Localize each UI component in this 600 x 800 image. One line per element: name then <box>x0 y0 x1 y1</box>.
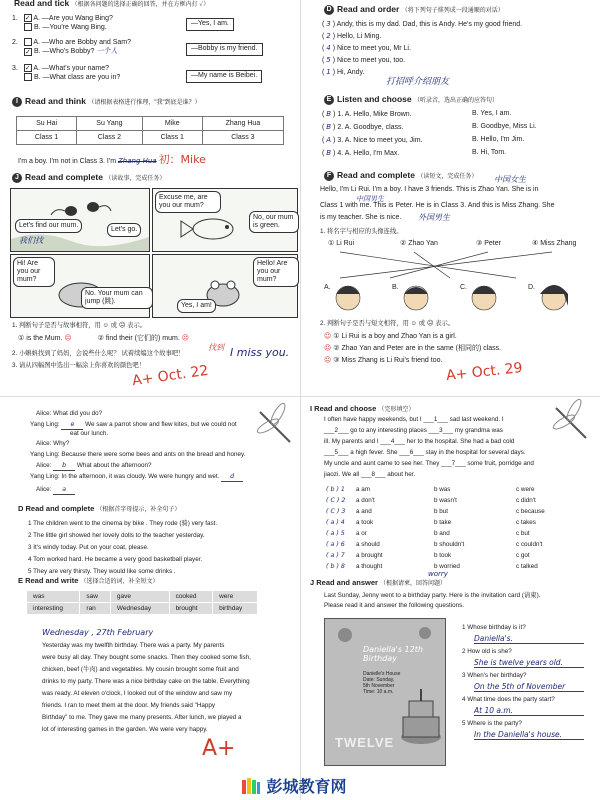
option-a: A. —Are you Wang Bing? <box>33 14 113 22</box>
checkbox[interactable] <box>24 23 32 31</box>
response-box: —My name is Beibei. <box>186 70 262 83</box>
item-number: 2. <box>12 38 18 46</box>
card-line: Time: 10 a.m. <box>363 689 394 695</box>
section-instruction: （根据首字母提示，补全句子） <box>96 507 181 513</box>
section-instruction: （根据请柬，回答问题） <box>380 581 447 587</box>
statement-a: is the Mum. <box>26 335 63 342</box>
tick-item-1 <box>12 14 113 33</box>
section-title: Read and complete <box>337 170 415 180</box>
section-title: I Read and choose <box>310 404 377 413</box>
passage-line: drinks to my party. There was a nice birthday cake on the table. Everything <box>42 678 250 685</box>
order-item: ( 2 ) Hello, Li Ming. <box>322 32 382 40</box>
sentence-item: 4 Tom worked hard. He became a very good basketball player. <box>28 556 203 563</box>
picture-label: D. <box>528 284 535 291</box>
answer-line[interactable]: At 10 a.m. <box>474 706 584 716</box>
section-instruction: （选择合适的词，补全短文） <box>80 579 159 585</box>
question: 4 What time does the party start? <box>462 696 555 703</box>
section-title: Read and complete <box>25 172 103 182</box>
invitation-card <box>324 618 446 766</box>
intro-line: Please read it and answer the following questions. <box>324 602 465 609</box>
option-row: ( C ) 3 a and b but c because <box>326 508 545 515</box>
passage-line: ill. My parents and I ___4___ her to the hospital. She had a bad cold <box>324 438 515 445</box>
passage-line: Class 1 with me. This is Peter. He is in Class 3. And this is Miss Zhang. She <box>320 202 555 209</box>
dragonfly-icon <box>250 402 300 452</box>
table-row <box>17 131 284 145</box>
speech-bubble: Yes, I am! <box>177 299 216 313</box>
passage-line: jiaozi. We all ___8___ about her. <box>324 471 416 478</box>
handwritten-note: 打招呼介绍朋友 <box>386 77 450 87</box>
order-item: ( 4 ) Nice to meet you, Mr Li. <box>322 44 411 52</box>
response-box: —Bobby is my friend. <box>186 43 263 56</box>
handwritten-note: worry <box>428 570 448 578</box>
answer-blank[interactable]: b <box>53 462 75 471</box>
passage-line: ___5___ a high fever. She ___6___ stay in the hospital for several days. <box>324 449 526 456</box>
story-panel-3 <box>10 254 150 318</box>
passage-line: Hello, I'm Li Rui. I'm a boy. I have 3 friends. This is Zhao Yan. She is in <box>320 186 539 193</box>
footer-brand <box>240 774 346 796</box>
section-badge: I <box>12 97 22 107</box>
handwritten-note: 外国男生 <box>418 213 450 222</box>
section-passage <box>306 164 596 390</box>
answer-blank[interactable]: e <box>61 421 83 430</box>
option-row: ( a ) 7 a brought b took c got <box>326 552 530 559</box>
question-2: 2. 判断句子是否与短文相符，用 ☺ 或 ☹ 表示。 <box>320 320 455 327</box>
table-cell: Mike <box>142 117 202 131</box>
word-bank-item: was <box>27 591 80 603</box>
section-read-and-think <box>8 96 296 168</box>
dialogue-text: eat our lunch. <box>70 430 109 437</box>
passage-line: lot of interesting games in the garden. We were very happy. <box>42 726 208 733</box>
passage-line: My uncle and aunt came to see her. They ___7___ some fruit, porridge and <box>324 460 534 467</box>
section-badge: J <box>12 173 22 183</box>
book-logo-icon <box>240 776 262 796</box>
passage-line: was ready. At eleven o'clock, I looked out of the window and saw my <box>42 690 233 697</box>
smile-mark: ☺ <box>324 332 332 340</box>
story-panel-2 <box>152 188 298 252</box>
page-divider <box>300 0 301 800</box>
speech-bubble: No. Your mum can jump (跳). <box>81 287 153 309</box>
intro-line: Last Sunday, Jenny went to a birthday party. Here is the invitation card (请柬). <box>324 592 541 599</box>
think-sentence: I'm a boy. I'm not in Class 3. I'm <box>18 158 117 165</box>
dialogue-text: Why? <box>53 440 70 447</box>
tick-item-3 <box>12 64 120 83</box>
answer-line[interactable]: On the 5th of November <box>474 682 584 692</box>
class-table <box>16 116 284 145</box>
section-instruction: （将下列句子排列成一段通顺的对话） <box>401 8 504 14</box>
passage-line: friends. I ran to meet them at the door. My friends said "Happy <box>42 702 216 709</box>
card-line: Danielle's House <box>363 671 401 677</box>
option-b: B. —What class are you in? <box>33 74 121 82</box>
table-cell: Class 3 <box>202 131 283 145</box>
grade-date: A+ Oct. 22 <box>131 362 210 390</box>
item-number: 3. <box>12 64 18 72</box>
section-story: J Read and complete （读故事，完成任务） Let's find our mum. Let's go. 我们找 Excuse me, are you our mum? No, our mum is green. Hi! Are you our mum? No. Your mum can jump (跳). Hello! Are you our mum? Yes, I am! 1. 判断句子是否与故事相符，用 ☺ 或 ☹ 表示。 ① is the Mum. ☹ ② find their (它们的) mum. ☹ 找到 2. 小蝌蚪找到了妈妈，会说些什么呢？ 试着续编这个故事吧！ I miss you. 3. 请从四幅图中选出一幅涂上你喜欢的颜色吧！ A+ Oct. 22 <box>8 172 298 392</box>
word-bank-item: brought <box>169 603 213 615</box>
section-badge: E <box>324 95 334 105</box>
option-row: ( a ) 4 a took b take c takes <box>326 519 536 526</box>
dialogue-text: What did you do? <box>53 410 103 417</box>
answer-blank[interactable]: a <box>53 486 75 495</box>
picture-label: A. <box>324 284 331 291</box>
checkbox[interactable] <box>24 38 32 46</box>
section-instruction: （根据各问题的选择正确的回答，并在方框内打 ✓） <box>71 2 210 8</box>
answer-line[interactable]: She is twelve years old. <box>474 658 584 668</box>
card-title: Daniella's 12th Birthday <box>363 645 423 663</box>
section-dialogue: Alice: What did you do? Yang Ling: e We saw a parrot show and flew kites, but we could not eat our lunch. Alice: Why? Yang Ling: Because there were some bees and ants on the bread and honey. Alice: b What about the afternoon? Yang Ling: In the afternoon, it was cloudy. We were hungry and wet. d Alice: a <box>30 408 296 502</box>
picture-label: C. <box>460 284 467 291</box>
passage-line: is my teacher. She is nice. <box>320 214 402 221</box>
teacher-correction: 初：Mike <box>158 153 206 166</box>
passage-line: Yesterday was my twelfth birthday. There was a party. My parents <box>42 642 225 649</box>
speech-bubble: No, our mum is green. <box>249 211 299 233</box>
word-bank-item: Wednesday <box>110 603 169 615</box>
word-bank-item: cooked <box>169 591 213 603</box>
handwritten-note: 中国女生 <box>494 175 526 184</box>
section-instruction: （请根据表格进行推理，"我"到底是谁？） <box>88 100 201 106</box>
section-title: E Read and write <box>18 576 79 585</box>
name-label: ③ Peter <box>476 240 501 247</box>
brand-name: 彭城教育网 <box>266 777 347 796</box>
table-cell: Su Hai <box>17 117 77 131</box>
word-bank-item: saw <box>80 591 111 603</box>
passage-line: chicken, beef (牛肉) and vegetables. My cousin brought some fruit and <box>42 666 239 673</box>
choice-item: ( B ) 4. A. Hello, I'm Max. B. Hi, Tom. <box>322 149 507 157</box>
option-row: ( b ) 8 a thought b worried c talked <box>326 563 538 570</box>
table-row <box>17 117 284 131</box>
question-3: 3. 请从四幅图中选出一幅涂上你喜欢的颜色吧！ <box>12 362 145 369</box>
passage-line: I often have happy weekends, but I ___1___ sad last weekend. I <box>324 416 504 423</box>
dialogue-text: What about the afternoon? <box>76 462 152 469</box>
option-b: B. —You're Wang Bing. <box>33 24 107 32</box>
choice-item: ( A ) 3. A. Nice to meet you, Jim. B. Hello, I'm Jim. <box>322 136 525 144</box>
section-instruction: （完形填空） <box>378 407 415 413</box>
section-title: D Read and complete <box>18 504 95 513</box>
sentence-item: 1 The children went to the cinema by bike . They rode (骑) very fast. <box>28 520 218 527</box>
option-b: B. —Who's Bobby? <box>33 48 95 56</box>
question-2: 2. 小蝌蚪找到了妈妈，会说些什么呢？ 试着续编这个故事吧！ <box>12 350 185 357</box>
speech-bubble: Hello! Are you our mum? <box>253 257 299 287</box>
response-box: —Yes, I am. <box>186 18 234 31</box>
question: 5 Where is the party? <box>462 720 522 727</box>
judge-item: ☹ ② Zhao Yan and Peter are in the same (相同的) class. <box>324 344 502 352</box>
word-bank <box>26 590 258 615</box>
dragonfly-icon <box>546 398 596 448</box>
section-read-and-answer <box>310 578 596 768</box>
order-item: ( 5 ) Nice to meet you, too. <box>322 56 406 64</box>
passage-line: ___2___ go to any interesting places ___3___ my grandma was <box>324 427 503 434</box>
dialogue-text: We saw a parrot show and flew kites, but we could not <box>85 421 237 428</box>
speech-bubble: Hi! Are you our mum? <box>13 257 55 287</box>
table-cell: Class 2 <box>77 131 143 145</box>
word-bank-item: ran <box>80 603 111 615</box>
order-item: ( 3 ) Andy, this is my dad. Dad, this is Andy. He's my good friend. <box>322 20 523 28</box>
checkbox[interactable]: ✓ <box>25 48 31 56</box>
grade-mark: A+ <box>202 736 236 761</box>
choice-item: ( B ) 1. A. Hello, Mike Brown. B. Yes, I am. <box>322 110 512 118</box>
card-line: Date: Sunday, <box>363 677 395 683</box>
word-bank-item: interesting <box>27 603 80 615</box>
matching-lines <box>320 248 590 318</box>
handwritten-answer: Zhang Hua <box>117 157 157 165</box>
table-cell: Class 1 <box>17 131 77 145</box>
section-title: Read and tick <box>14 0 70 8</box>
handwritten-note: 中国男生 <box>356 195 384 203</box>
name-label: ① Li Rui <box>328 240 355 247</box>
section-cloze <box>310 404 596 578</box>
card-line: 5th November <box>363 683 395 689</box>
speech-bubble: Excuse me, are you our mum? <box>155 191 221 213</box>
speech-bubble: Let's find our mum. <box>15 219 82 233</box>
option-row: ( a ) 5 a or b and c but <box>326 530 530 537</box>
passage-line: Birthday" to me. They gave me many presents. After lunch, we played a <box>42 714 242 721</box>
question: 2 How old is she? <box>462 648 512 655</box>
diary-date: Wednesday , 27th February <box>42 628 154 637</box>
section-listen-and-choose <box>306 92 596 162</box>
name-label: ④ Miss Zhang <box>532 240 577 247</box>
option-a: A. —What's your name? <box>33 64 110 72</box>
word-bank-item: were <box>213 591 258 603</box>
section-instruction: （读短文，完成任务） <box>417 174 478 180</box>
card-big-text: TWELVE <box>335 735 395 750</box>
section-badge: F <box>324 171 334 181</box>
frown-mark: ☹ <box>324 344 332 352</box>
choice-item: ( B ) 2. A. Goodbye, class. B. Goodbye, Miss Li. <box>322 123 537 131</box>
handwritten-note: 我们找 <box>19 236 43 245</box>
handwritten-answer: I miss you. <box>230 346 290 359</box>
answer-blank[interactable]: d <box>221 473 243 482</box>
word-bank-item: gave <box>110 591 169 603</box>
page-divider <box>0 396 600 397</box>
checkbox[interactable]: ✓ <box>24 15 31 22</box>
speech-bubble: Let's go. <box>107 223 141 237</box>
table-cell: Zhang Hua <box>202 117 283 131</box>
section-title: Listen and choose <box>337 94 412 104</box>
option-a: A. —Who are Bobby and Sam? <box>33 38 132 46</box>
option-row: ( b ) 1 a am b was c were <box>326 486 535 493</box>
dialogue-text: Because there were some bees and ants on the bread and honey. <box>61 451 246 458</box>
checkbox[interactable] <box>24 73 32 81</box>
tick-item-2 <box>12 38 131 57</box>
section-title: Read and think <box>25 96 86 106</box>
judge-item: ☹ ③ Miss Zhang is Li Rui's friend too. <box>324 356 443 364</box>
story-panel-4 <box>152 254 298 318</box>
option-row: ( C ) 2 a don't b wasn't c didn't <box>326 497 536 504</box>
handwritten-note: 一个人 <box>96 47 118 56</box>
section-title: J Read and answer <box>310 578 378 587</box>
sentence-item: 3 It's windy today. Put on your coat, please. <box>28 544 149 551</box>
judge-item: ☺ ① Li Rui is a boy and Zhao Yan is a girl. <box>324 332 457 340</box>
picture-label: B. <box>392 284 399 291</box>
checkbox[interactable]: ✓ <box>24 65 31 72</box>
option-row: ( a ) 6 a should b shouldn't c couldn't <box>326 541 543 548</box>
name-label: ② Zhao Yan <box>400 240 438 247</box>
answer-line[interactable]: In the Daniella's house. <box>474 730 584 740</box>
frown-mark: ☹ <box>324 356 332 364</box>
section-read-and-order: D Read and order （将下列句子排列成一段通顺的对话） ( 3 ) Andy, this is my dad. Dad, this is Andy. He's my good friend. ( 2 ) Hello, Li Ming. ( 4 ) Nice to meet you, Mr Li. ( 5 ) Nice to meet you, too. ( 1 ) Hi, Andy. 打招呼介绍朋友 <box>322 4 523 87</box>
question: 3 When's her birthday? <box>462 672 527 679</box>
question-1: 1. 将名字与相应的头像连线。 <box>320 228 403 235</box>
section-read-and-write <box>18 576 296 776</box>
dialogue-text: In the afternoon, it was cloudy. We were hungry and wet. <box>61 473 220 480</box>
passage-line: were busy all day. They bought some snacks. Then they cooked some fish, <box>42 654 251 661</box>
section-title: Read and order <box>337 4 400 14</box>
question-1: 1. 判断句子是否与故事相符，用 ☺ 或 ☹ 表示。 <box>12 322 147 329</box>
order-item: ( 1 ) Hi, Andy. <box>322 68 365 76</box>
statement-b: find their (它们的) mum. <box>105 335 180 342</box>
word-bank-item: birthday <box>213 603 258 615</box>
answer-line[interactable]: Daniella's. <box>474 634 584 644</box>
story-panel-1 <box>10 188 150 252</box>
handwritten-correction: 找到 <box>208 343 224 352</box>
frown-mark: ☹ <box>181 334 190 342</box>
grade-date: A+ Oct. 29 <box>445 360 524 384</box>
sentence-item: 5 They are very thirsty. They would like some drinks . <box>28 568 176 575</box>
question: 1 Whose birthday is it? <box>462 624 526 631</box>
section-instruction: （听录音，选出正确的应答句） <box>414 98 499 104</box>
table-cell: Su Yang <box>77 117 143 131</box>
frown-mark: ☹ <box>64 334 72 342</box>
section-read-and-tick <box>6 0 296 92</box>
sentence-item: 2 The little girl showed her lovely dolls to the teacher yesterday. <box>28 532 205 539</box>
item-number: 1. <box>12 14 18 22</box>
section-instruction: （读故事，完成任务） <box>105 176 166 182</box>
table-cell: Class 1 <box>142 131 202 145</box>
